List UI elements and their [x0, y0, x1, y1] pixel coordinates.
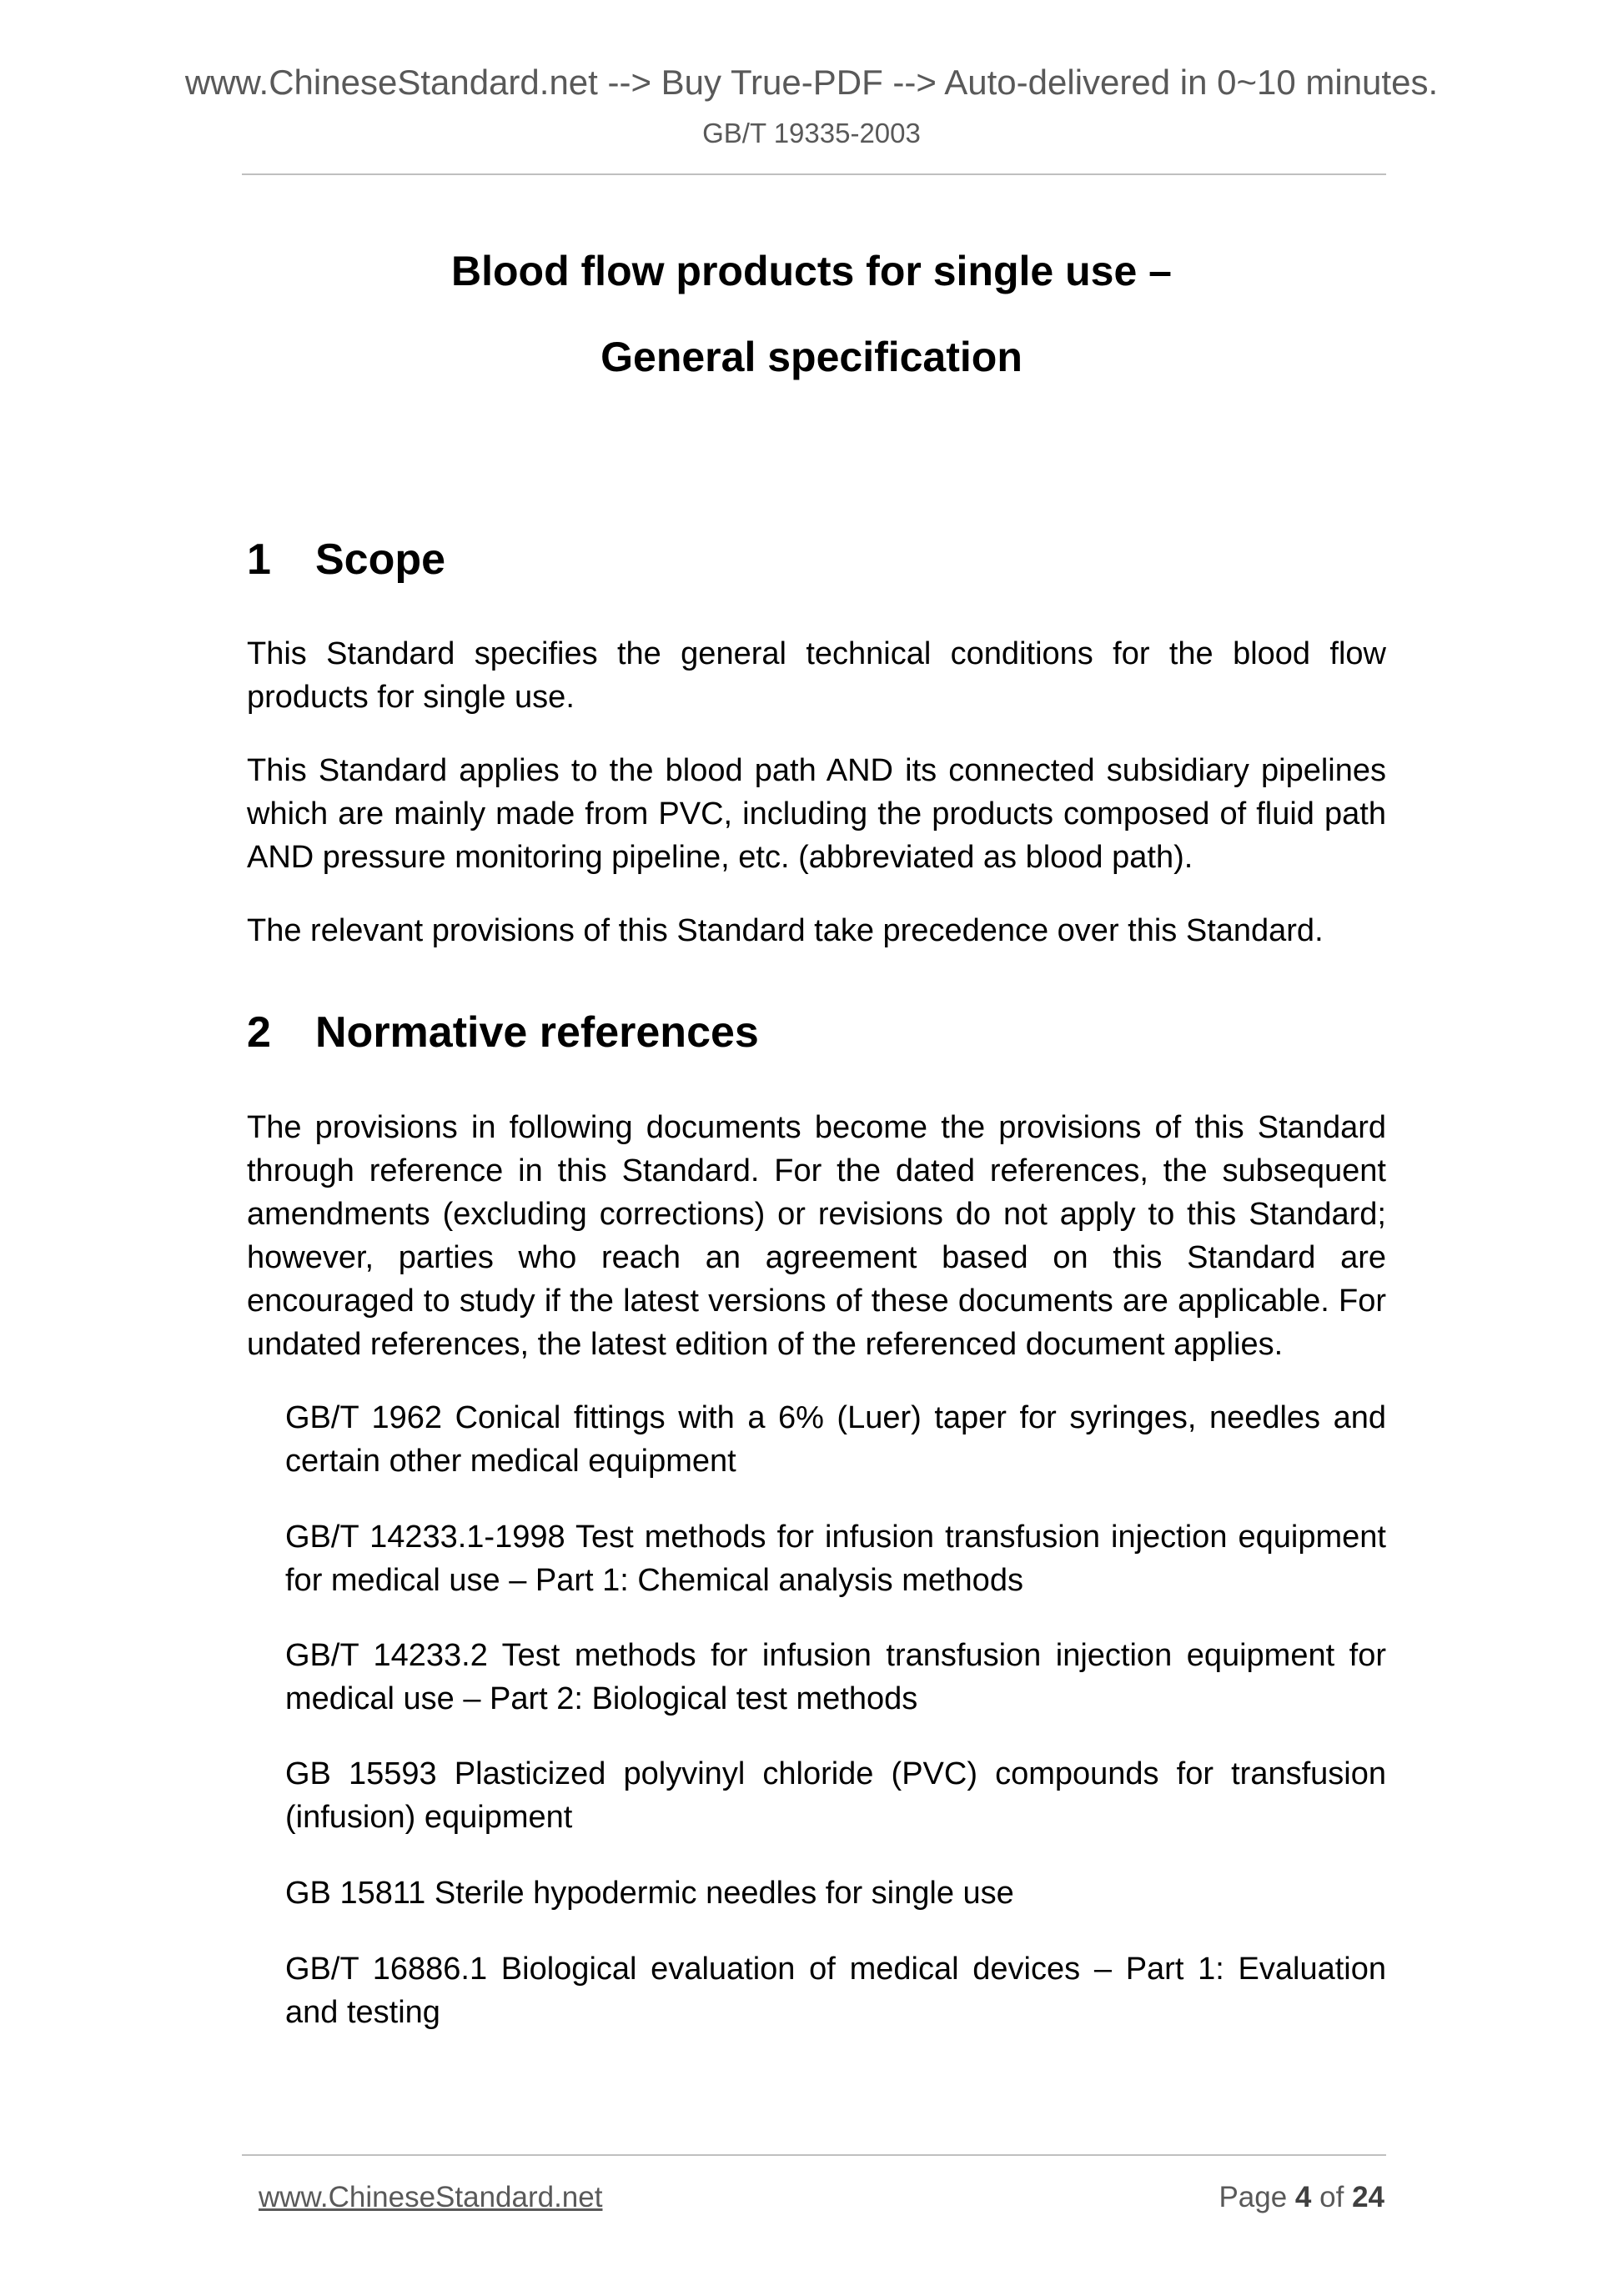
footer-divider [242, 2154, 1386, 2156]
section-number: 1 [247, 535, 271, 584]
paragraph: The relevant provisions of this Standard take precedence over this Standard. [247, 913, 1324, 948]
paragraph: This Standard specifies the general technical conditions for the blood flow products for single use. [247, 636, 1386, 715]
standard-code: GB/T 19335-2003 [702, 118, 921, 148]
page-indicator [1219, 2183, 1384, 2212]
document-title-line-2: General specification [600, 334, 1023, 380]
reference-item: GB/T 14233.2 Test methods for infusion transfusion injection equipment for medical use – Part 2: Biological test methods [285, 1638, 1386, 1716]
reference-item: GB/T 1962 Conical fittings with a 6% (Luer) taper for syringes, needles and certain other medical equipment [285, 1400, 1386, 1479]
reference-item: GB 15593 Plasticized polyvinyl chloride (PVC) compounds for transfusion (infusion) equipment [285, 1756, 1386, 1835]
page-label: Page [1219, 2181, 1288, 2213]
section-heading-normative-references [247, 1008, 759, 1057]
paragraph: This Standard applies to the blood path AND its connected subsidiary pipelines which are mainly made from PVC, including the products composed of fluid path AND pressure monitoring pipeline, etc. (abbreviated as blood path). [247, 753, 1386, 875]
section-title: Scope [315, 535, 446, 584]
of-label: of [1319, 2181, 1344, 2213]
document-title-line-1: Blood flow products for single use – [451, 248, 1172, 294]
page-number: 4 [1294, 2181, 1312, 2213]
page-total: 24 [1352, 2181, 1384, 2213]
reference-item: GB/T 16886.1 Biological evaluation of medical devices – Part 1: Evaluation and testing [285, 1952, 1386, 2030]
section-heading-scope [247, 535, 446, 584]
header-banner: www.ChineseStandard.net --> Buy True-PDF --> Auto-delivered in 0~10 minutes. [184, 63, 1439, 102]
section-number: 2 [247, 1008, 271, 1057]
reference-item: GB/T 14233.1-1998 Test methods for infusion transfusion injection equipment for medical use – Part 1: Chemical analysis methods [285, 1520, 1386, 1598]
section-title: Normative references [315, 1008, 759, 1057]
header-divider [242, 173, 1386, 175]
footer-website-link[interactable]: www.ChineseStandard.net [259, 2181, 603, 2213]
reference-item: GB 15811 Sterile hypodermic needles for single use [285, 1876, 1014, 1911]
paragraph: The provisions in following documents become the provisions of this Standard through reference in this Standard. For the dated references, the subsequent amendments (excluding corrections) or revisions do not apply to this Standard; however, parties who reach an agreement based on this Standard are encouraged to study if the latest versions of these documents are applicable. For undated references, the latest edition of the referenced document applies. [247, 1110, 1386, 1362]
